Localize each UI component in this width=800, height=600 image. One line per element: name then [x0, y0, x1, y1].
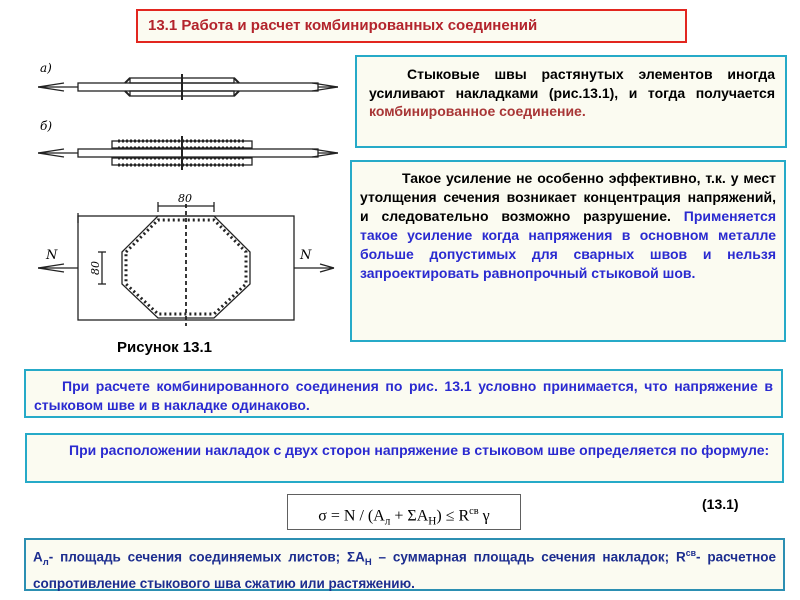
text-box-butt-welds [355, 55, 787, 148]
equation-number: (13.1) [702, 496, 739, 512]
box2-highlight: Применяется такое усиление когда напряжения в основном металле больше допустимых для сварных швов и нельзя запроектировать равнопрочный стыковой шов. [360, 208, 776, 281]
formula-gamma: γ [478, 507, 490, 525]
figure-caption: Рисунок 13.1 [117, 339, 213, 356]
def-r-symbol: R [676, 549, 686, 565]
slide-title: 13.1 Работа и расчет комбинированных соединений [136, 9, 687, 43]
formula-lhs: σ = N / (A [318, 507, 385, 525]
dimension-left-label: 80 [89, 261, 102, 275]
formula-h-sub: Н [428, 515, 437, 528]
def-sum-symbol: ΣА [346, 549, 365, 565]
def-r-desc: - расчетное сопротивление стыкового шва сжатию или растяжению. [33, 549, 776, 592]
force-label-left: N [46, 248, 58, 263]
box3-text: При расчете комбинированного соединения по рис. 13.1 условно принимается, что напряжение в стыковом шве и в накладке одинаково. [34, 378, 773, 413]
formula-r-sup: св [469, 506, 479, 517]
figure-label-a: а) [40, 61, 52, 75]
welded-joint-drawing [38, 56, 338, 336]
force-label-right: N [300, 248, 312, 263]
text-box-calculation [24, 369, 783, 418]
text-box-formula-intro [25, 433, 784, 483]
figure-13-1 [38, 56, 338, 341]
def-a-sub: л [42, 557, 49, 569]
text-box-definitions [24, 538, 785, 591]
def-a-desc: - площадь сечения соединяемых листов; [48, 549, 347, 565]
dimension-top-label: 80 [178, 192, 192, 205]
box4-text: При расположении накладок с двух сторон напряжение в стыковом шве определяется по формуле: [69, 442, 770, 458]
formula-rel: ) ≤ R [436, 507, 470, 525]
box1-text: Стыковые швы растянутых элементов иногда усиливают накладками (рис.13.1), и тогда получается [369, 66, 775, 101]
box1-highlight: комбинированное соединение. [369, 103, 586, 119]
def-r-sup: св [685, 548, 697, 558]
def-sum-desc: – суммарная площадь сечения накладок; [371, 549, 677, 565]
formula-a-sub: л [384, 515, 391, 528]
drawing-a [38, 74, 338, 100]
box2-text: Такое усиление не особенно эффективно, т.к. у мест утолщения сечения возникает концентрация напряжений, и следовательно возможно разрушение. [360, 170, 776, 224]
drawing-plan [38, 202, 334, 326]
formula-plus: + ΣA [390, 507, 429, 525]
drawing-b [38, 136, 338, 170]
text-box-reinforcement [350, 160, 786, 342]
def-a-symbol: А [33, 549, 43, 565]
figure-label-b: б) [40, 119, 53, 133]
def-sum-sub: Н [364, 557, 372, 569]
formula-13-1 [287, 494, 521, 530]
